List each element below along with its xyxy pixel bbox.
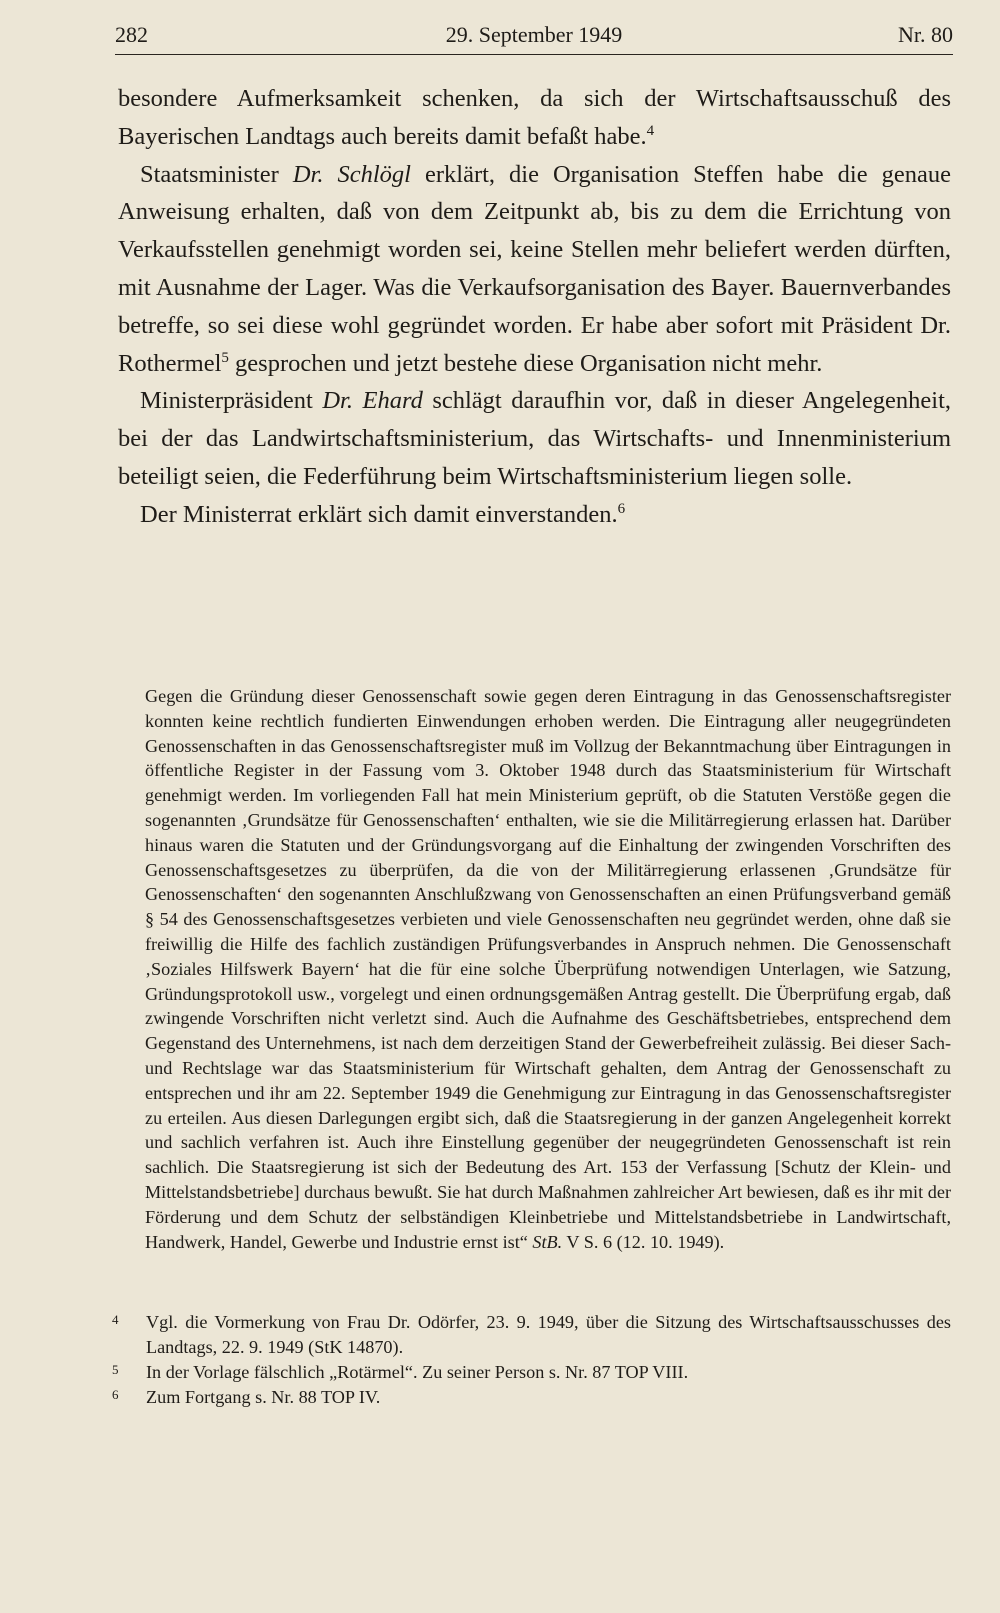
running-header	[115, 18, 953, 54]
issue-number: Nr. 80	[898, 22, 953, 47]
main-text	[118, 80, 951, 534]
footnote-text: Vgl. die Vormerkung von Frau Dr. Odörfer, 23. 9. 1949, über die Sitzung des Wirtschaftsausschusses des Landtags, 22. 9. 1949 (StK 14870).	[146, 1312, 951, 1357]
footnote-body: Gegen die Gründung dieser Genossenschaft sowie gegen deren Eintragung in das Genossenschaftsregister konnten keine rechtlich fundierten Einwendungen erhoben werden. Die Eintragung aller neugegründeten Genossenschaften in das Genossenschaftsregister muß im Vollzug der Bekanntmachung über Eintragungen in öffentliche Register in der Fassung vom 3. Oktober 1948 durch das Staatsministerium für Wirtschaft genehmigt werden. Im vorliegenden Fall hat mein Ministerium geprüft, ob die Statuten Verstöße gegen die sogenannten ‚Grundsätze für Genossenschaften‘ enthalten, wie sie die Militärregierung erlassen hat. Darüber hinaus waren die Statuten und der Gründungsvorgang auf die Einhaltung der zwingenden Vorschriften des Genossenschaftsgesetzes zu überprüfen, da die von der Militärregierung erlassenen ‚Grundsätze für Genossenschaften‘ den sogenannten Anschlußzwang von Genossenschaften an einen Prüfungsverband gemäß § 54 des Genossenschaftsgesetzes verbieten und viele Genossenschaften neu gegründet werden, ohne daß sie freiwillig die Hilfe des fachlich zuständigen Prüfungsverbandes in Anspruch nehmen. Die Genossenschaft ‚Soziales Hilfswerk Bayern‘ hat die für eine solche Überprüfung notwendigen Unterlagen, wie Satzung, Gründungsprotokoll usw., vorgelegt und einen ordnungsgemäßen Antrag gestellt. Die Überprüfung ergab, daß zwingende Vorschriften nicht verletzt sind. Auch die Aufnahme des Geschäftsbetriebes, entsprechend dem Gegenstand des Unternehmens, ist nach dem derzeitigen Stand der Gewerbefreiheit zulässig. Bei dieser Sach- und Rechtslage war das Staatsministerium für Wirtschaft gehalten, dem Antrag der Genossenschaft zu entsprechen und ihr am 22. September 1949 die Genehmigung zur Eintragung in das Genossenschaftsregister zu erteilen. Aus diesen Darlegungen ergibt sich, daß die Staatsregierung in der ganzen Angelegenheit korrekt und sachlich verfahren ist. Auch ihre Einstellung gegenüber der neugegründeten Genossenschaft ist rein sachlich. Die Staatsregierung ist sich der Bedeutung des Art. 153 der Verfassung [Schutz der Klein- und Mittelstandsbetriebe] durchaus bewußt. Sie hat durch Maßnahmen zahlreicher Art bewiesen, daß es ihr mit der Förderung und dem Schutz der selbständigen Kleinbetriebe und Mittelstandsbetriebe in Landwirtschaft, Handwerk, Handel, Gewerbe und Industrie ernst ist“	[145, 686, 951, 1252]
paragraph-text: Ministerpräsident	[140, 387, 323, 415]
footnote-text	[145, 684, 951, 1254]
footnote-text: Zum Fortgang s. Nr. 88 TOP IV.	[146, 1387, 381, 1407]
header-date: 29. September 1949	[445, 22, 623, 47]
paragraph	[118, 80, 951, 156]
footnote-text: In der Vorlage fälschlich „Rotärmel“. Zu seiner Person s. Nr. 87 TOP VIII.	[146, 1362, 689, 1382]
footnote-ref: 6	[617, 500, 626, 517]
footnote-continuation	[145, 684, 951, 1254]
paragraph	[118, 496, 951, 534]
paragraph-text: Staatsminister	[140, 160, 293, 188]
speaker-name: Dr. Ehard	[322, 387, 423, 415]
paragraph-text: gesprochen und jetzt bestehe diese Organisation nicht mehr.	[228, 349, 823, 377]
footnote-6	[112, 1385, 951, 1410]
paragraph-text: erklärt, die Organisation Steffen habe die genaue Anweisung erhalten, daß von dem Zeitpunkt ab, bis zu dem die Errichtung von Verkaufsstellen genehmigt worden sei, keine Stellen mehr beliefert werden dürften, mit Ausnahme der Lager. Was die Verkaufsorganisation des Bayer. Bauernverbandes betreffe, so sei diese wohl gegründet worden. Er habe aber sofort mit Präsident Dr. Rothermel	[118, 160, 951, 377]
paragraph	[118, 382, 951, 495]
speaker-name: Dr. Schlögl	[292, 160, 411, 188]
source-abbrev: StB.	[532, 1231, 563, 1252]
footnote-5	[112, 1360, 951, 1385]
footnote-ref: 5	[221, 349, 229, 366]
page-number: 282	[115, 22, 148, 47]
header-rule	[115, 54, 953, 55]
footnote-ref: 4	[646, 122, 655, 139]
footnote-number: 6	[112, 1387, 119, 1402]
footnote-4	[112, 1310, 951, 1360]
paragraph	[118, 156, 951, 383]
footnote-number: 4	[112, 1312, 119, 1327]
paragraph-text: Der Ministerrat erklärt sich damit einverstanden.	[140, 500, 618, 528]
paragraph-text: schlägt daraufhin vor, daß in dieser Angelegenheit, bei der das Landwirtschaftsministerium, das Wirtschafts- und Innenministerium beteiligt seien, die Federführung beim Wirtschaftsministerium liegen solle.	[118, 387, 952, 490]
footnote-body: V S. 6 (12. 10. 1949).	[562, 1231, 725, 1252]
paragraph-text: besondere Aufmerksamkeit schenken, da sich der Wirtschaftsausschuß des Bayerischen Landtags auch bereits damit befaßt habe.	[118, 85, 951, 150]
footnote-number: 5	[112, 1362, 119, 1377]
